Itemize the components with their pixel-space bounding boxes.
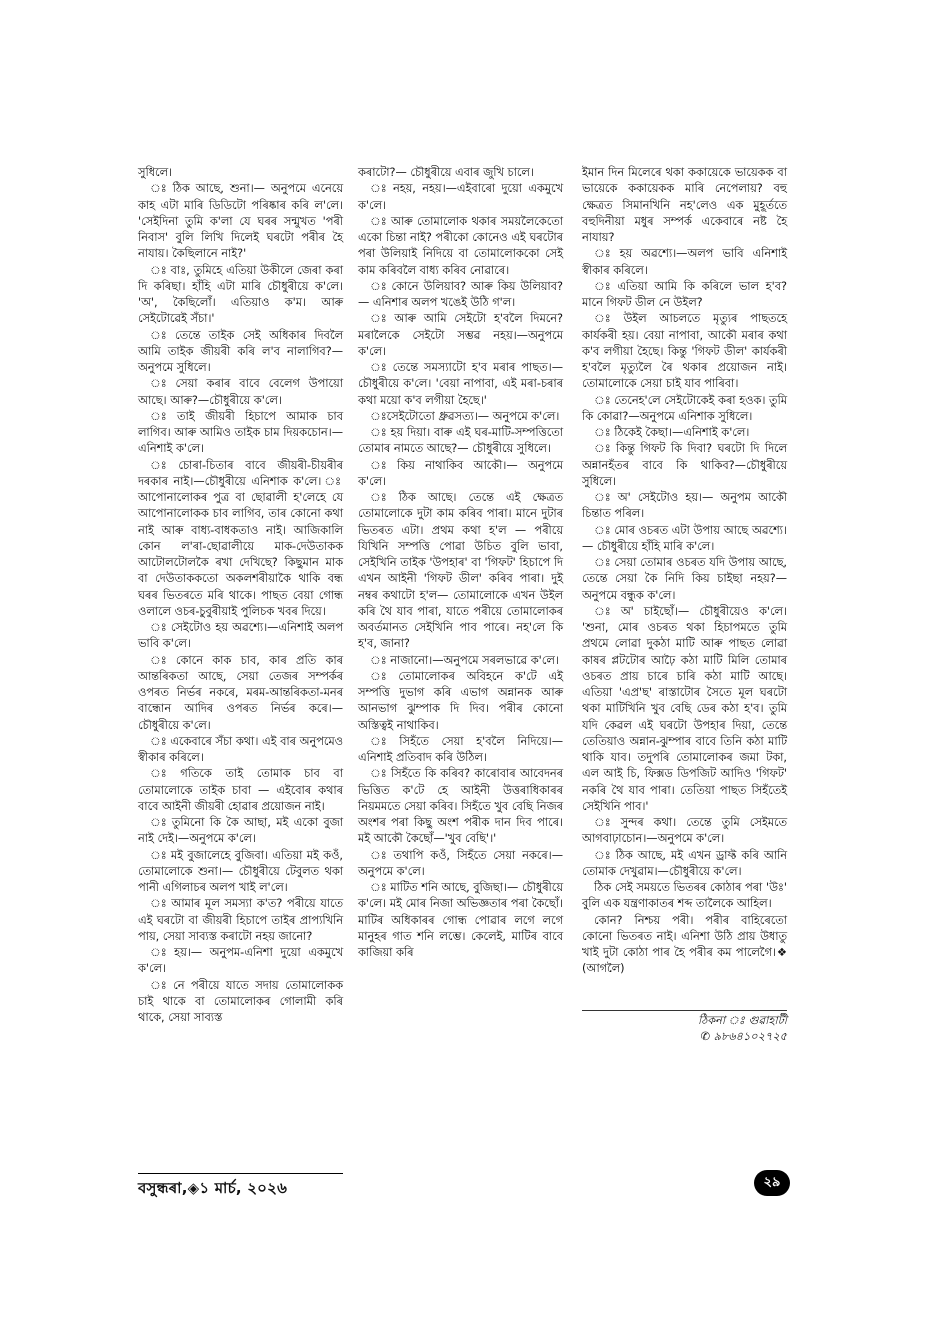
- footer-magazine-date: বসুন্ধৰা,◈১ মাৰ্চ, ২০২৬: [138, 1179, 288, 1197]
- paragraph: ঃ সেয়া তোমাৰ ওচৰত যদি উপায় আছে, তেন্তে সেয়া কৈ নিদি কিয় চাইছা নহয়?— অনুপমে বন্ধুক ক'লে।: [582, 556, 787, 602]
- paragraph: ঃ কোনে উলিয়াব? আৰু কিয় উলিয়াব?— এনিশাৰ অলপ খঙেই উঠি গ'ল।: [358, 279, 563, 309]
- paragraph: ঃ বাঃ, তুমিহে এতিয়া উকীলে জেৰা কৰা দি কৰিছা। হাঁহি এটা মাৰি চৌধুৰীয়ে ক'লে। 'অ', কৈছিলোঁ। এতিয়াও ক'ম। আৰু সেইটোৱেই সঁচা।': [138, 263, 343, 326]
- paragraph: ঃ তথাপি কওঁ, সিহঁতে সেয়া নকৰে।— অনুপমে ক'লে।: [358, 848, 563, 878]
- paragraph: ঃ উইল আচলতে মৃত্যুৰ পাছতহে কাৰ্যকৰী হয়। বেয়া নাপাবা, আকৌ মৰাৰ কথা ক'ব লগীয়া হৈছে। কিন্তু 'গিফট ডীল' কাৰ্যকৰী হ'বলৈ মৃত্যুলৈ ৰৈ থকাৰ প্ৰয়োজন নাই। তোমালোকে সেয়া চাই যাব পাৰিবা।: [582, 312, 787, 391]
- paragraph: ঃ তুমিনো কি কৈ আছা, মই একো বুজা নাই দেই।—অনুপমে ক'লে।: [138, 816, 343, 846]
- paragraph: ঃ মই বুজালেহে বুজিবা। এতিয়া মই কওঁ, তোমালোকে শুনা।— চৌধুৰীয়ে টেবুলত থকা পানী এগিলাচৰ অলপ খাই ল'লে।: [138, 848, 343, 894]
- paragraph: ঃ অ' চাইছোঁ।— চৌধুৰীয়েও ক'লে। 'শুনা, মোৰ ওচৰত থকা হিচাপমতে তুমি প্ৰথমে লোৱা দুকঠা মাটি আৰু পাছত লোৱা কাষৰ প্লটটোৰ আঢ়ৈ কঠা মাটি মিলি তোমাৰ ওচৰত প্ৰায় চাৰে চাৰি কঠা মাটি আছে। এতিয়া 'এপ্ৰ'ছ' ৰাস্তাটোৰ সৈতে মূল ঘৰটো থকা মাটিখিনি খুব বেছি ডেৰ কঠা হ'ব। তুমি যদি কেৱল এই ঘৰটো উপহাৰ দিয়া, তেন্তে তেতিয়াও অন্নান-ঝুম্পাৰ বাবে তিনি কঠা মাটি থাকি যাব। তদুপৰি তোমালোকৰ জমা টকা, এল আই চি, ফিক্সড ডিপজিট আদিও 'গিফট' নকৰি থৈ যাব পাৰা। তেতিয়া পাছত সিহঁতেই সেইখিনি পাব।': [582, 604, 787, 813]
- paragraph: ঃ ঠিক আছে, শুনা।— অনুপমে এনেয়ে কাহ এটা মাৰি ডিডিটো পৰিষ্কাৰ কৰি ল'লে। 'সেইদিনা তুমি ক'লা যে ঘৰৰ সন্মুখত 'পৰী নিবাস' বুলি লিখি দিলেই ঘৰটো পৰীৰ হৈ নাযায়। কৈছিলানে নাই?': [138, 182, 343, 261]
- paragraph: ঃ তোমালোকৰ অবিহনে ক'টে এই সম্পত্তি দুভাগ কৰি এভাগ অন্নানক আৰু আনভাগ ঝুম্পাক দি দিব। পৰীৰ কোনো অস্তিত্বই নাথাকিব।: [358, 669, 563, 732]
- paragraph: ঃ ঠিক আছে। তেন্তে এই ক্ষেত্ৰত তোমালোকে দুটা কাম কৰিব পাৰা। মানে দুটাৰ ভিতৰত এটা। প্ৰথম কথা হ'ল — পৰীয়ে যিখিনি সম্পত্তি পোৱা উচিত বুলি ভাবা, সেইখিনি তাইক 'উপহাৰ' বা 'গিফট' হিচাপে দি এখন আইনী 'গিফট ডীল' কৰিব পাৰা। দুই নম্বৰ কথাটো হ'ল— তোমালোকে এখন উইল কৰি থৈ যাব পাৰা, যাতে পৰীয়ে তোমালোকৰ অবৰ্তমানত সেইখিনি পাব পাৰে। নহ'লে কি হ'ব, জানা?: [358, 491, 563, 651]
- paragraph: ঃ কিয় নাথাকিব আকৌ।— অনুপমে ক'লে।: [358, 458, 563, 488]
- paragraph: ঃ গতিকে তাই তোমাক চাব বা তোমালোকে তাইক চাবা — এইবোৰ কথাৰ বাবে আইনী জীয়ৰী হোৱাৰ প্ৰয়োজন নাই।: [138, 767, 343, 813]
- paragraph: কৰাটো?— চৌধুৰীয়ে এবাৰ জুখি চালে।: [358, 166, 534, 179]
- paragraph: ঃ হয় অৱশ্যে।—অলপ ভাবি এনিশাই স্বীকাৰ কৰিলে।: [582, 247, 787, 277]
- paragraph: কোন? নিশ্চয় পৰী। পৰীৰ বাহিৰেতো কোনো ভিতৰত নাই। এনিশা উঠি প্ৰায় উধাতু খাই দুটা কোঠা পাৰ হৈ পৰীৰ কম পালেগৈ।❖ (আগলৈ): [582, 913, 787, 976]
- paragraph: ঃ অ' সেইটোও হয়।— অনুপম আকৌ চিন্তাত পৰিল।: [582, 491, 787, 521]
- paragraph: সুধিলে।: [138, 166, 173, 179]
- paragraph: ঃ কোনে কাক চাব, কাৰ প্ৰতি কাৰ আন্তৰিকতা আছে, সেয়া তেজৰ সম্পৰ্কৰ ওপৰত নিৰ্ভৰ নকৰে, মৰম-আন্তৰিকতা-মনৰ বান্ধোন আদিৰ ওপৰত নিৰ্ভৰ কৰে।— চৌধুৰীয়ে ক'লে।: [138, 653, 343, 732]
- paragraph: ঃ আৰু তোমালোক থকাৰ সময়লৈকেতো একো চিন্তা নাই? পৰীকো কোনেও এই ঘৰটোৰ পৰা উলিয়াই নিদিয়ে বা তোমালোককো সেই কাম কৰিবলৈ বাধ্য কৰিব নোৱাৰে।: [358, 214, 563, 277]
- paragraph: ঃ আমাৰ মূল সমস্যা ক'ত? পৰীয়ে যাতে এই ঘৰটো বা জীয়ৰী হিচাপে তাইৰ প্ৰাপ্যখিনি পায়, সেয়া সাব্যস্ত কৰাটো নহয় জানো?: [138, 897, 343, 943]
- signature-phone: ✆ ৯৮৬৪১০২৭২৫: [700, 1030, 787, 1044]
- author-signature: [582, 1010, 787, 1046]
- paragraph: ঃ ঠিকেই কৈছা।—এনিশাই ক'লে।: [594, 426, 750, 439]
- paragraph: ঃ নে পৰীয়ে যাতে সদায় তোমালোকক চাই থাকে বা তোমালোকৰ গোলামী কৰি থাকে, সেয়া সাব্যস্ত: [138, 978, 343, 1024]
- paragraph: ঃ তাই জীয়ৰী হিচাপে আমাক চাব লাগিব। আৰু আমিও তাইক চাম দিয়কচোন।— এনিশাই ক'লে।: [138, 409, 343, 456]
- signature-place: ঠিকনা ঃ গুৱাহাটী: [697, 1014, 787, 1027]
- paragraph: ঃ সেইটোও হয় অৱশ্যে।—এনিশাই অলপ ভাবি ক'লে।: [138, 621, 343, 651]
- paragraph: ঃ চোৰা-চিতাৰ বাবে জীয়ৰী-চীয়ৰীৰ দৰকাৰ নাই।—চৌধুৰীয়ে এনিশাক ক'লে। ঃ আপোনালোকৰ পুত্ৰ বা ছোৱালী হ'লেহে যে আপোনালোকক চাব লাগিব, তাৰ কোনো কথা নাই আৰু বাধ্য-বাধকতাও নাই। আজিকালি কোন ল'ৰা-ছোৱালীয়ে মাক-দেউতাকক আটোলটোলকৈ ৰখা দেখিছে? কিছুমান মাক বা দেউতাককতো অকলশৰীয়াকৈ থাকি বন্ধ ঘৰৰ ভিতৰতে মৰি থাকে। পাছত বেয়া গোন্ধ ওলালে ওচৰ-চুবুৰীয়াই পুলিচক খবৰ দিয়ে।: [138, 458, 343, 618]
- paragraph: ঃ সিহঁতে সেয়া হ'বলৈ নিদিয়ে।— এনিশাই প্ৰতিবাদ কৰি উঠিল।: [358, 734, 563, 764]
- column-2: [358, 165, 563, 961]
- paragraph: ঃ একেবাৰে সঁচা কথা। এই বাৰ অনুপমেও স্বীকাৰ কৰিলে।: [138, 734, 343, 764]
- paragraph: ঃ নহয়, নহয়।—এইবাৰো দুয়ো একমুখে ক'লে।: [358, 182, 563, 212]
- paragraph: ঃ কিন্তু গিফট কি দিবা? ঘৰটো দি দিলে অন্নানহঁতৰ বাবে কি থাকিব?—চৌধুৰীয়ে সুধিলে।: [582, 442, 787, 488]
- page-number: ২৯: [754, 1170, 790, 1196]
- footer-rule: [138, 1173, 343, 1174]
- paragraph: ঃ নাজানো।—অনুপমে সৰলভাৱে ক'লে।: [370, 653, 559, 667]
- paragraph: ঃসেইটোতো ধ্ৰুৱসত্য।— অনুপমে ক'লে।: [370, 409, 560, 423]
- paragraph: ঃ সেয়া কৰাৰ বাবে বেলেগ উপায়ো আছে। আৰু?—চৌধুৰীয়ে ক'লে।: [138, 377, 343, 407]
- paragraph: ঃ সিহঁতে কি কৰিব? কাৰোবাৰ আবেদনৰ ভিত্তিত ক'টে হে আইনী উত্তৰাধিকাৰৰ নিয়মমতে সেয়া কৰিব। সিহঁতে খুব বেছি নিজৰ অংশৰ পৰা কিছু অংশ পৰীক দান দিব পাৰে। মই আকৌ কৈছোঁ—'খুব বেছি'।': [358, 767, 563, 846]
- paragraph: ঃ মাটিত শনি আছে, বুজিছা।— চৌধুৰীয়ে ক'লে। মই মোৰ নিজা অভিজ্ঞতাৰ পৰা কৈছোঁ। মাটিৰ অধিকাৰৰ গোন্ধ পোৱাৰ লগে লগে মানুহৰ গাত শনি লম্ভে। কেলেই, মাটিৰ বাবে কাজিয়া কৰি: [358, 881, 563, 959]
- paragraph: ঃ হয়।— অনুপম-এনিশা দুয়ো একমুখে ক'লে।: [138, 946, 343, 976]
- paragraph: ঃ এতিয়া আমি কি কৰিলে ভাল হ'ব? মানে গিফট ডীল নে উইল?: [582, 279, 787, 309]
- paragraph: ঃ আৰু আমি সেইটো হ'বলৈ দিমনে? মৰালৈকে সেইটো সম্ভৱ নহয়।—অনুপমে ক'লে।: [358, 312, 563, 358]
- paragraph: ঠিক সেই সময়তে ভিতৰৰ কোঠাৰ পৰা 'উঃ' বুলি এক যন্ত্ৰণাকাতৰ শব্দ তালৈকে আহিল।: [582, 881, 787, 911]
- paragraph: ঃ তেন্তে তাইক সেই অধিকাৰ দিবলৈ আমি তাইক জীয়ৰী কৰি ল'ব নালাগিব?— অনুপমে সুধিলে।: [138, 328, 343, 374]
- paragraph: ঃ তেনেহ'লে সেইটোকেই কৰা হওক। তুমি কি কোৱা?—অনুপমে এনিশাক সুধিলে।: [582, 393, 787, 423]
- column-3: [582, 165, 787, 978]
- paragraph: ঃ হয় দিয়া। বাৰু এই ঘৰ-মাটি-সম্পত্তিতো তোমাৰ নামতে আছে?— চৌধুৰীয়ে সুধিলে।: [358, 426, 563, 456]
- paragraph: ঃ ঠিক আছে, মই এখন ড্ৰাফ্ট কৰি আনি তোমাক দেখুৱাম।—চৌধুৰীয়ে ক'লে।: [582, 848, 787, 878]
- paragraph: ঃ তেন্তে সমস্যাটো হ'ব মৰাৰ পাছত।— চৌধুৰীয়ে ক'লে। 'বেয়া নাপাবা, এই মৰা-চৰাৰ কথা ময়ো ক'ব লগীয়া হৈছে।': [358, 361, 563, 407]
- paragraph: ঃ সুন্দৰ কথা। তেন্তে তুমি সেইমতে আগবাঢ়াচোন।—অনুপমে ক'লে।: [582, 816, 787, 846]
- paragraph: ঃ মোৰ ওচৰত এটা উপায় আছে অৱশ্যে।— চৌধুৰীয়ে হাঁহি মাৰি ক'লে।: [582, 523, 787, 553]
- paragraph: ইমান দিন মিলেৰে থকা ককায়েকে ভায়েকক বা ভায়েকে ককায়েকক মাৰি নেপেলায়? বহু ক্ষেত্ৰত সিমানখিনি নহ'লেও এক মুহূৰ্ততে বহুদিনীয়া মধুৰ সম্পৰ্ক একেবাৰে নষ্ট হৈ নাযায়?: [582, 166, 787, 244]
- column-1: [138, 165, 343, 1026]
